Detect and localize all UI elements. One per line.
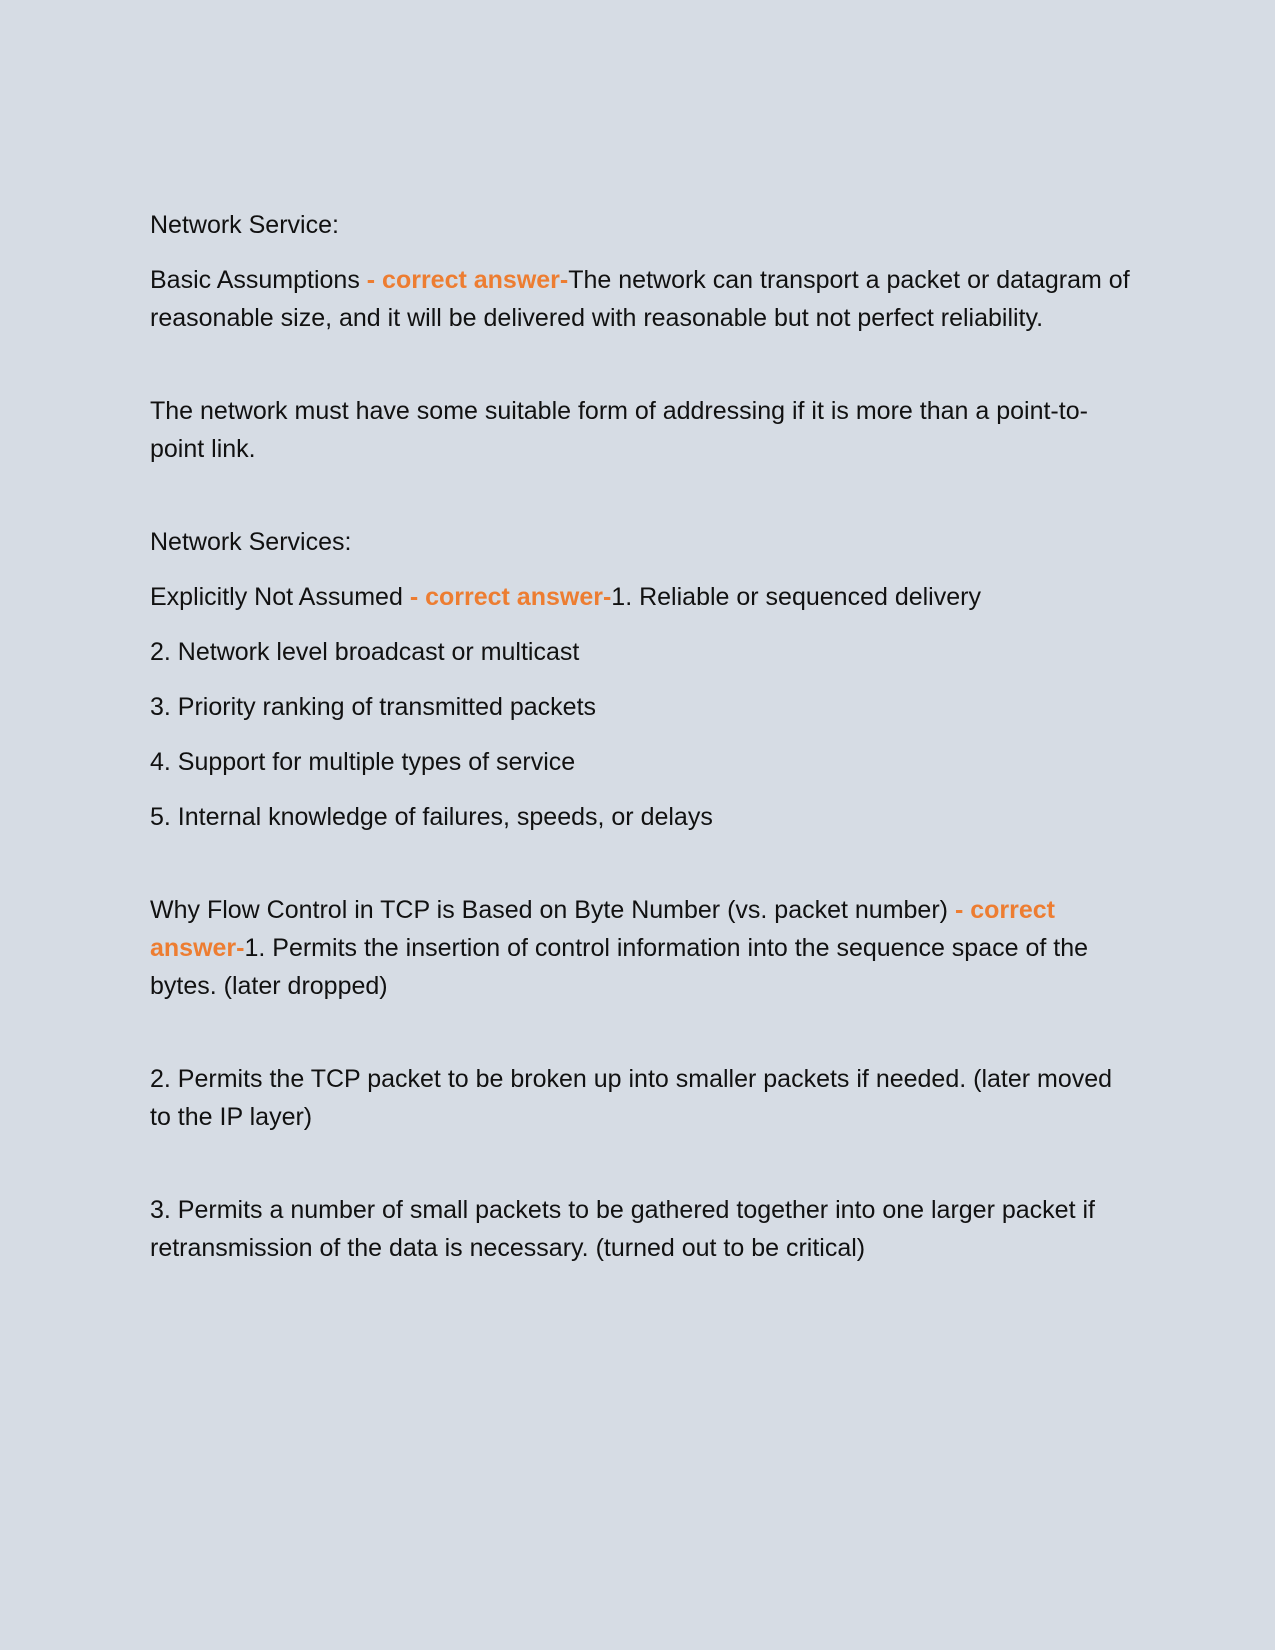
flashcard-explicitly-not-assumed (150, 578, 1130, 616)
correct-answer-marker: - correct answer- (402, 583, 612, 611)
answer-list-item: 1. Permits the insertion of control information into the sequence space of the bytes. (later dropped) (150, 934, 1089, 1000)
section-heading: Network Service: (150, 211, 339, 239)
correct-answer-marker: - correct answer- (150, 896, 1055, 962)
answer-list-item: 1. Reliable or sequenced delivery (611, 583, 981, 611)
answer-list-item: 3. Permits a number of small packets to be gathered together into one larger packet if retransmission of the data is necessary. (turned out to be critical) (150, 1196, 1095, 1262)
flashcard-list (150, 206, 1130, 1267)
answer-list-item: 2. Network level broadcast or multicast (150, 638, 580, 666)
answer-continuation: The network must have some suitable form of addressing if it is more than a point-to-point link. (150, 397, 1088, 463)
answer-text: The network can transport a packet or datagram of reasonable size, and it will be delivered with reasonable but not perfect reliability. (150, 266, 1130, 332)
section-heading: Network Services: (150, 528, 352, 556)
flashcard-basic-assumptions (150, 261, 1130, 337)
question-text: Explicitly Not Assumed (150, 583, 403, 611)
question-text: Why Flow Control in TCP is Based on Byte Number (vs. packet number) (150, 896, 948, 924)
correct-answer-marker: - correct answer- (359, 266, 569, 294)
answer-list-item: 3. Priority ranking of transmitted packets (150, 693, 597, 721)
question-text: Basic Assumptions (150, 266, 360, 294)
answer-list-item: 2. Permits the TCP packet to be broken up into smaller packets if needed. (later moved to the IP layer) (150, 1065, 1113, 1131)
answer-list-item: 4. Support for multiple types of service (150, 748, 576, 776)
flashcard-tcp-byte-number (150, 891, 1130, 1005)
answer-list-item: 5. Internal knowledge of failures, speeds, or delays (150, 803, 713, 831)
